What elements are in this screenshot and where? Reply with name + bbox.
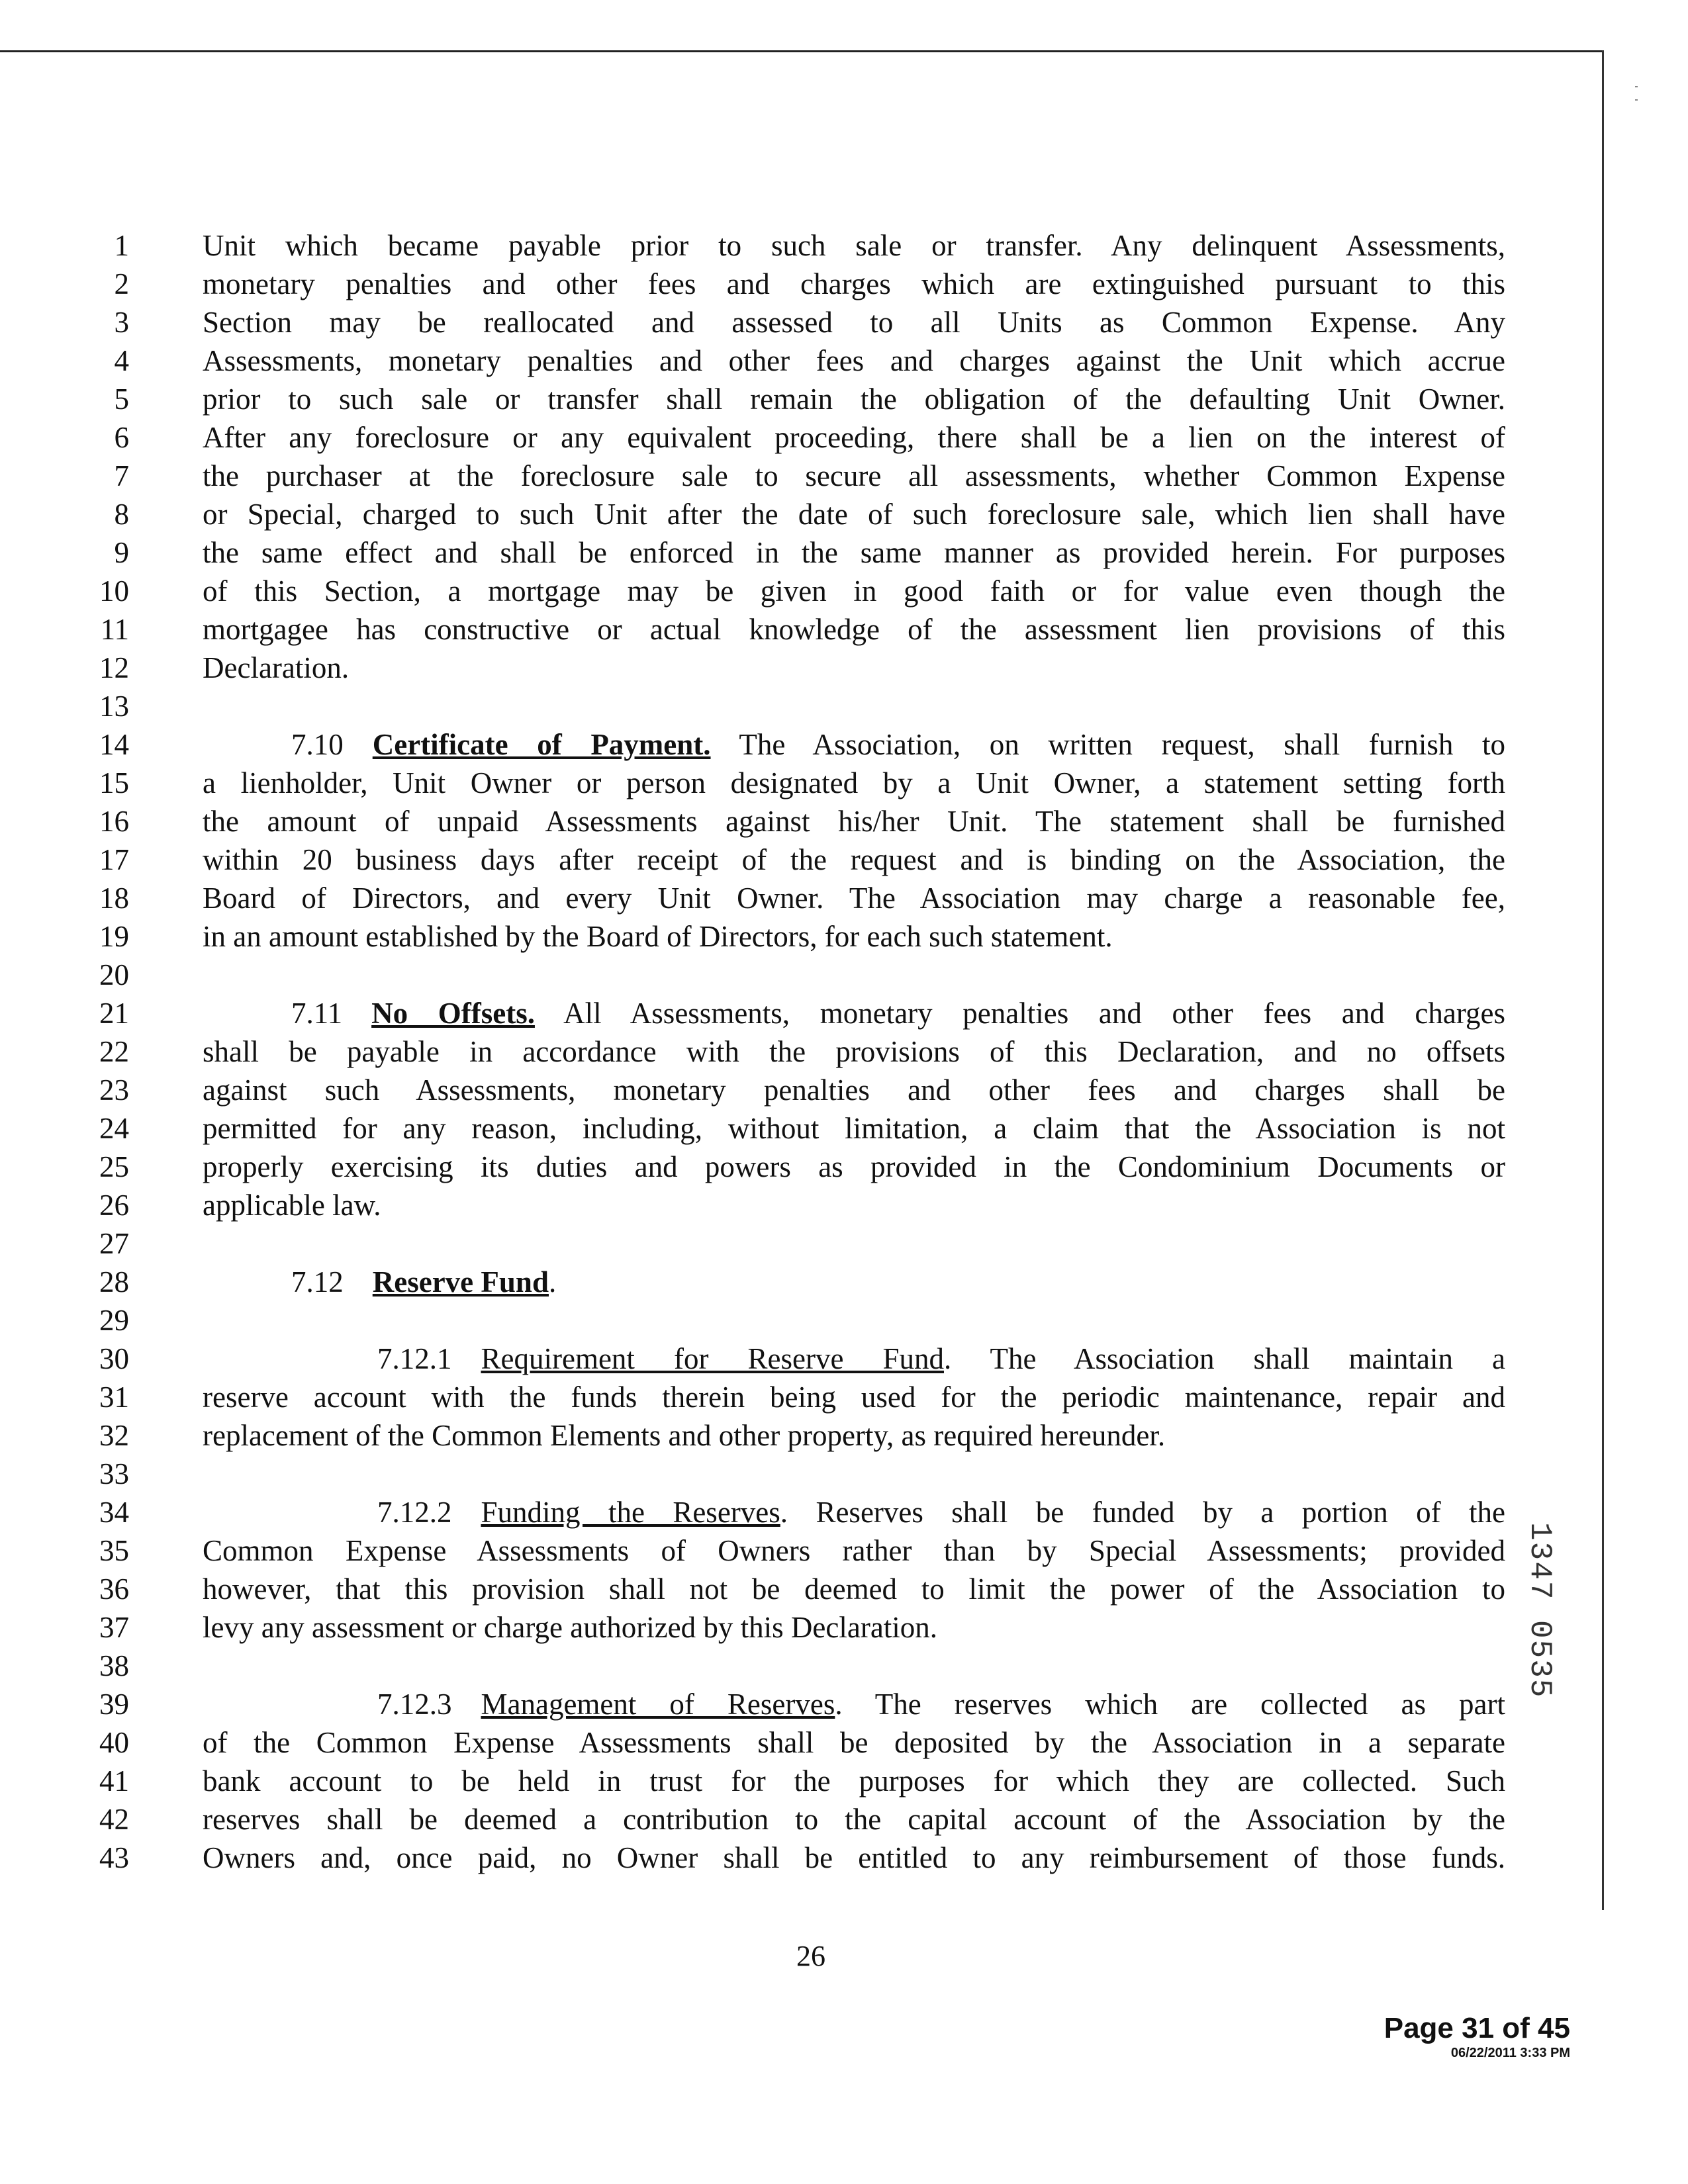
line-number: 4: [114, 344, 129, 377]
text-line: [99, 1032, 1505, 1071]
line-number: 2: [114, 267, 129, 300]
section-heading-line: [99, 1263, 1423, 1301]
subsection-text: . Reserves shall be funded by a portion of the: [780, 1496, 1506, 1529]
line-text: [291, 994, 1505, 1032]
text-line: [99, 572, 1505, 610]
line-number: 38: [99, 1649, 129, 1682]
line-text: Owners and, once paid, no Owner shall be entitled to any reimbursement of those funds.: [203, 1841, 1505, 1874]
line-text: of this Section, a mortgage may be given in good faith or for value even though the: [203, 574, 1505, 608]
text-line: [99, 687, 1423, 725]
section-number: 7.12: [291, 1265, 344, 1298]
text-line: [99, 956, 1423, 994]
line-number: 35: [99, 1534, 129, 1567]
recording-side-stamp: 1347 0535: [1523, 1522, 1557, 1699]
subsection-heading-line: [99, 1493, 1506, 1531]
section-heading-line: [99, 725, 1505, 764]
line-number: 34: [99, 1496, 129, 1529]
line-text: the same effect and shall be enforced in the same manner as provided herein. For purposes: [203, 536, 1505, 569]
line-number: 42: [99, 1803, 129, 1836]
line-text: however, that this provision shall not be deemed to limit the power of the Association to: [203, 1572, 1505, 1606]
text-line: [99, 1762, 1505, 1800]
text-line: [99, 495, 1505, 533]
line-number: 9: [114, 536, 129, 569]
subsection-number: 7.12.3: [377, 1688, 452, 1721]
line-number: 19: [99, 920, 129, 953]
text-line: [99, 1148, 1505, 1186]
line-text: bank account to be held in trust for the purposes for which they are collected. Such: [203, 1764, 1505, 1797]
page-count: Page 31 of 45: [1383, 2012, 1570, 2044]
line-text: After any foreclosure or any equivalent proceeding, there shall be a lien on the interest of: [203, 421, 1505, 454]
text-line: [99, 841, 1505, 879]
subsection-number: 7.12.1: [377, 1342, 452, 1375]
line-number: 17: [99, 843, 129, 876]
line-number: 27: [99, 1227, 129, 1260]
line-text: the purchaser at the foreclosure sale to secure all assessments, whether Common Expense: [203, 459, 1505, 492]
text-line: [99, 1608, 1423, 1647]
line-number: 21: [99, 997, 129, 1030]
line-number: 10: [99, 574, 129, 608]
line-number: 28: [99, 1265, 129, 1298]
section-text: The Association, on written request, shall furnish to: [710, 728, 1505, 761]
line-number: 15: [99, 766, 129, 799]
line-number: 26: [99, 1189, 129, 1222]
text-line: [99, 303, 1505, 341]
text-line: [99, 802, 1505, 841]
line-text: monetary penalties and other fees and charges which are extinguished pursuant to this: [203, 267, 1505, 300]
line-number: 24: [99, 1112, 129, 1145]
text-line: [99, 1647, 1423, 1685]
text-line: [99, 533, 1505, 572]
subsection-title: Funding the Reserves: [481, 1496, 780, 1529]
line-number: 25: [99, 1150, 129, 1183]
text-line: [99, 1378, 1505, 1416]
line-text: permitted for any reason, including, without limitation, a claim that the Association is not: [203, 1112, 1505, 1145]
text-line: [99, 1800, 1505, 1839]
text-line: [99, 649, 1423, 687]
line-number: 8: [114, 498, 129, 531]
text-line: [99, 917, 1423, 956]
line-text: levy any assessment or charge authorized by this Declaration.: [203, 1611, 938, 1644]
line-number: 23: [99, 1073, 129, 1107]
line-number: 39: [99, 1688, 129, 1721]
line-number: 3: [114, 306, 129, 339]
right-margin-rule: [1602, 50, 1604, 1910]
line-text: Board of Directors, and every Unit Owner. The Association may charge a reasonable fee,: [203, 882, 1505, 915]
line-number: 5: [114, 383, 129, 416]
line-number: 18: [99, 882, 129, 915]
text-line: [99, 1416, 1423, 1455]
line-text: Assessments, monetary penalties and other fees and charges against the Unit which accrue: [203, 344, 1505, 377]
line-text: a lienholder, Unit Owner or person designated by a Unit Owner, a statement setting forth: [203, 766, 1505, 799]
line-number: 36: [99, 1572, 129, 1606]
line-text: [291, 725, 1505, 764]
recording-datetime: 06/22/2011 3:33 PM: [1450, 2046, 1570, 2060]
text-line: [99, 610, 1505, 649]
text-line: [99, 1839, 1505, 1877]
text-line: [99, 457, 1505, 495]
line-text: Common Expense Assessments of Owners rather than by Special Assessments; provided: [203, 1534, 1505, 1567]
section-heading-line: [99, 994, 1505, 1032]
line-number: 6: [114, 421, 129, 454]
line-text: against such Assessments, monetary penalties and other fees and charges shall be: [203, 1073, 1505, 1107]
line-text: within 20 business days after receipt of the request and is binding on the Association, the: [203, 843, 1505, 876]
text-line: [99, 1186, 1423, 1224]
line-text: of the Common Expense Assessments shall be deposited by the Association in a separate: [203, 1726, 1505, 1759]
line-text: [377, 1493, 1505, 1531]
text-line: [99, 341, 1505, 380]
line-number: 32: [99, 1419, 129, 1452]
subsection-heading-line: [99, 1685, 1505, 1723]
line-text: [377, 1685, 1505, 1723]
line-text: the amount of unpaid Assessments against his/her Unit. The statement shall be furnished: [203, 805, 1505, 838]
text-line: [99, 418, 1505, 457]
line-text: reserves shall be deemed a contribution to the capital account of the Association by the: [203, 1803, 1505, 1836]
text-line: [99, 1224, 1423, 1263]
text-line: [99, 226, 1505, 265]
section-title: Reserve Fund: [372, 1265, 549, 1298]
line-number: 22: [99, 1035, 129, 1068]
page-number: 26: [796, 1940, 825, 1972]
line-text: in an amount established by the Board of Directors, for each such statement.: [203, 920, 1113, 953]
top-rule: [0, 50, 1603, 52]
section-number: 7.11: [291, 997, 343, 1030]
section-number: 7.10: [291, 728, 344, 761]
line-text: or Special, charged to such Unit after the date of such foreclosure sale, which lien shall have: [203, 498, 1505, 531]
text-line: [99, 265, 1505, 303]
text-line: [99, 1455, 1423, 1493]
line-text: applicable law.: [203, 1189, 381, 1222]
text-line: [99, 380, 1505, 418]
line-text: Unit which became payable prior to such sale or transfer. Any delinquent Assessments,: [203, 229, 1505, 262]
line-text: prior to such sale or transfer shall remain the obligation of the defaulting Unit Owner.: [203, 383, 1505, 416]
line-text: reserve account with the funds therein being used for the periodic maintenance, repair and: [203, 1381, 1505, 1414]
line-number: 29: [99, 1304, 129, 1337]
text-line: [99, 764, 1505, 802]
section-text: All Assessments, monetary penalties and other fees and charges: [534, 997, 1505, 1030]
section-title: Certificate of Payment.: [372, 728, 711, 761]
line-number: 14: [99, 728, 129, 761]
line-text: Section may be reallocated and assessed to all Units as Common Expense. Any: [203, 306, 1505, 339]
line-text: replacement of the Common Elements and other property, as required hereunder.: [203, 1419, 1166, 1452]
section-title: No Offsets.: [371, 997, 535, 1030]
line-number: 7: [114, 459, 129, 492]
document-body: [99, 226, 1506, 1877]
text-line: [99, 1531, 1505, 1570]
line-number: 33: [99, 1457, 129, 1490]
text-line: [99, 1570, 1505, 1608]
text-line: [99, 1723, 1505, 1762]
line-number: 11: [100, 613, 129, 646]
line-text: properly exercising its duties and powers as provided in the Condominium Documents or: [203, 1150, 1505, 1183]
line-number: 1: [114, 229, 129, 262]
subsection-text: . The Association shall maintain a: [943, 1342, 1505, 1375]
subsection-title: Management of Reserves: [481, 1688, 835, 1721]
subsection-heading-line: [99, 1340, 1505, 1378]
recording-page-stamp: [1384, 2012, 1570, 2061]
line-text: mortgagee has constructive or actual knowledge of the assessment lien provisions of this: [203, 613, 1505, 646]
line-text: shall be payable in accordance with the provisions of this Declaration, and no offsets: [203, 1035, 1505, 1068]
line-number: 40: [99, 1726, 129, 1759]
scan-mark: [1635, 86, 1638, 87]
line-number: 20: [99, 958, 129, 991]
line-number: 30: [99, 1342, 129, 1375]
line-number: 16: [99, 805, 129, 838]
line-text: [291, 1263, 1505, 1301]
line-text: [377, 1340, 1505, 1378]
line-number: 13: [99, 690, 129, 723]
line-number: 37: [99, 1611, 129, 1644]
text-line: [99, 1109, 1505, 1148]
scan-mark: [1635, 99, 1638, 101]
subsection-title: Requirement for Reserve Fund: [481, 1342, 944, 1375]
subsection-text: . The reserves which are collected as part: [835, 1688, 1505, 1721]
line-number: 12: [99, 651, 129, 684]
section-text: .: [548, 1265, 557, 1298]
line-number: 41: [99, 1764, 129, 1797]
subsection-number: 7.12.2: [377, 1496, 452, 1529]
line-text: Declaration.: [203, 651, 350, 684]
line-number: 31: [99, 1381, 129, 1414]
text-line: [99, 1301, 1423, 1340]
text-line: [99, 879, 1505, 917]
line-number: 43: [99, 1841, 129, 1874]
text-line: [99, 1071, 1505, 1109]
